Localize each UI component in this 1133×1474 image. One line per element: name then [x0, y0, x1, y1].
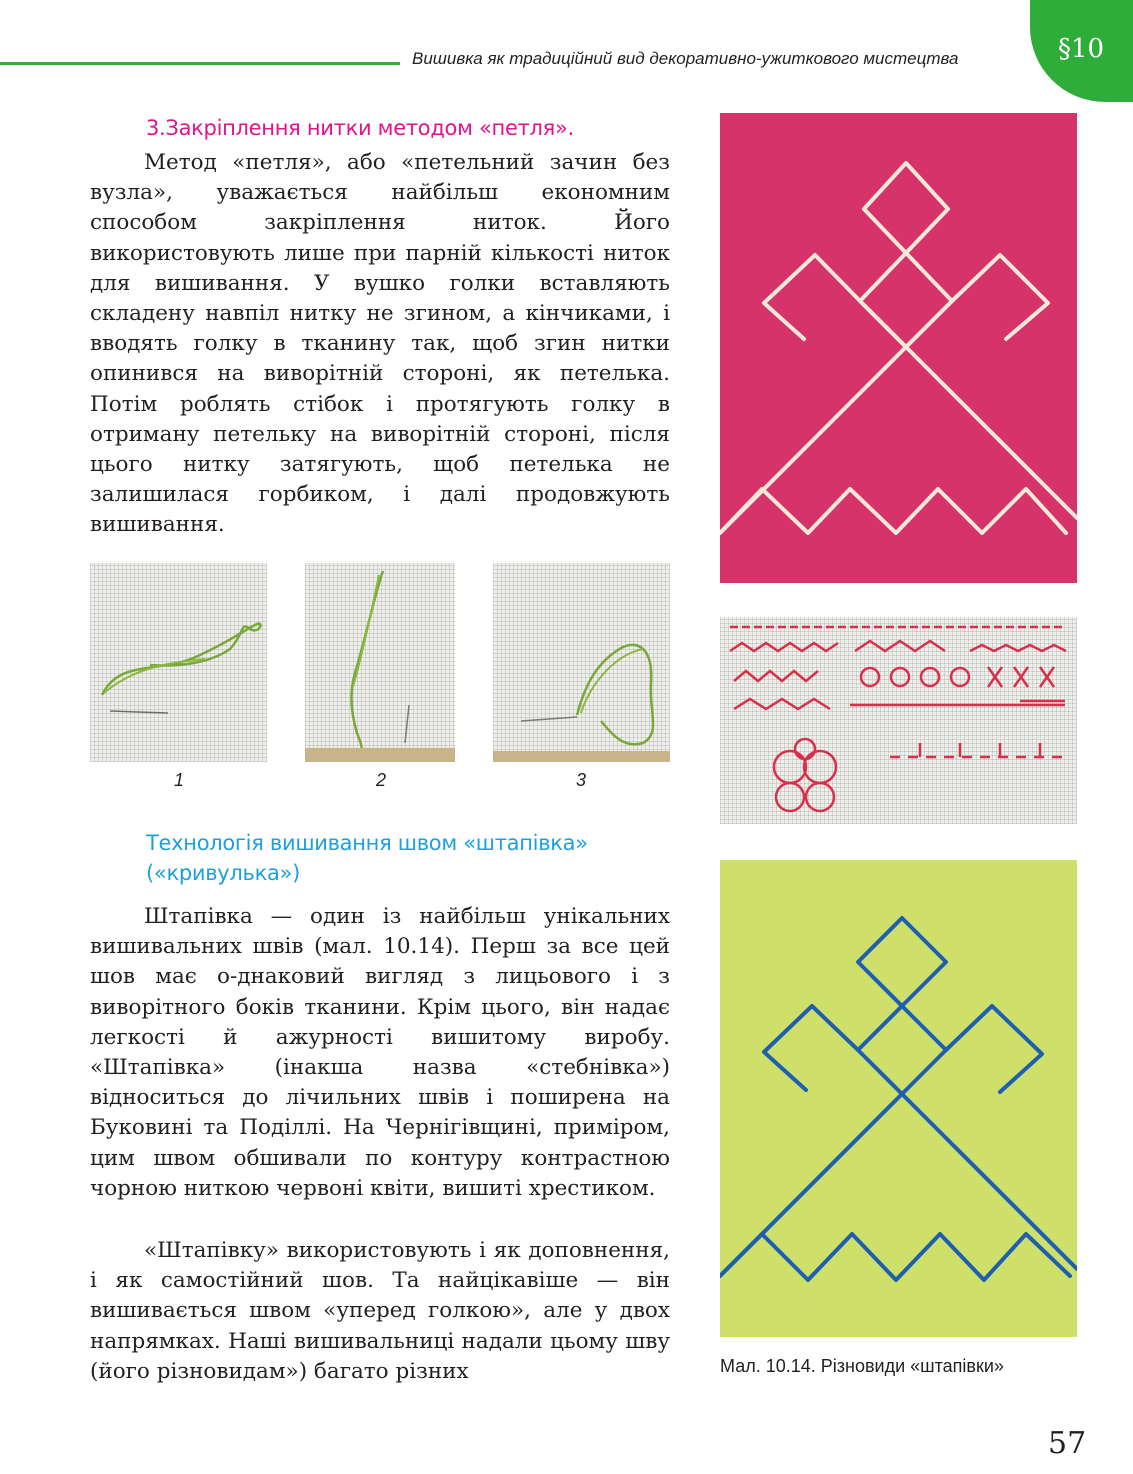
page-number: 57: [1048, 1426, 1087, 1461]
step-photo-number-2: 2: [376, 770, 387, 790]
embroidery-photo-yellow: [720, 860, 1077, 1337]
paragraph-loop-method: Метод «петля», або «петельний зачин без вузла», уважається найбільш економним способом закріплення ниток. Його використовують лише при парній кількості ниток для вишивання. У вушко голки вставляють складену навпіл нитку не згином, а кінчиками, і вводять голку в тканину так, щоб згин нитки опинився на виворітній стороні, як петелька. Потім роблять стібок і протягують голку в отриману петельку на виворітній стороні, після цього нитку затягують, щоб петелька не залишилася горбиком, і далі продовжують вишивання.: [90, 150, 670, 538]
embroidery-photo-red: [720, 113, 1077, 583]
step-photo-2: [305, 563, 455, 762]
paragraph-shtapivka-usage: «Штапівку» використовують і як доповнення, і як самостійний шов. Та найцікавіше — він вишивається швом «уперед голкою», але у двох напрямках. Наші вишивальниці надали цьому шву (його різновидам») багато різних: [90, 1238, 670, 1384]
running-title: Вишивка як традиційний вид декоративно-ужиткового мистецтва: [412, 49, 959, 68]
step-photo-number-1: 1: [174, 770, 185, 790]
step-photo-3: [493, 563, 670, 762]
section-heading-shtapivka: Технологія вишивання швом «штапівка» («кривулька»): [146, 831, 588, 885]
embroidery-sampler-photo: [720, 617, 1077, 824]
section-heading-loop-method: 3.Закріплення нитки методом «петля».: [146, 116, 574, 140]
step-photo-number-3: 3: [576, 770, 587, 790]
header-rule: [0, 62, 400, 65]
step-photo-1: [90, 563, 267, 762]
figure-caption: Мал. 10.14. Різновиди «штапівки»: [720, 1356, 1004, 1376]
paragraph-shtapivka-intro: Штапівка — один із найбільш унікальних вишивальних швів (мал. 10.14). Перш за все цей шов має о-днаковий вигляд з лицьового і з виворітного боків тканини. Крім цього, він надає легкості й ажурності вишитому виробу. «Штапівка» (інакша назва «стебнівка») відноситься до лічильних швів і поширена на Буковині та Поділлі. На Чернігівщині, приміром, цим швом обшивали по контуру контрастною чорною ниткою червоні квіти, вишиті хрестиком.: [90, 904, 670, 1201]
section-number: §10: [1058, 34, 1105, 64]
